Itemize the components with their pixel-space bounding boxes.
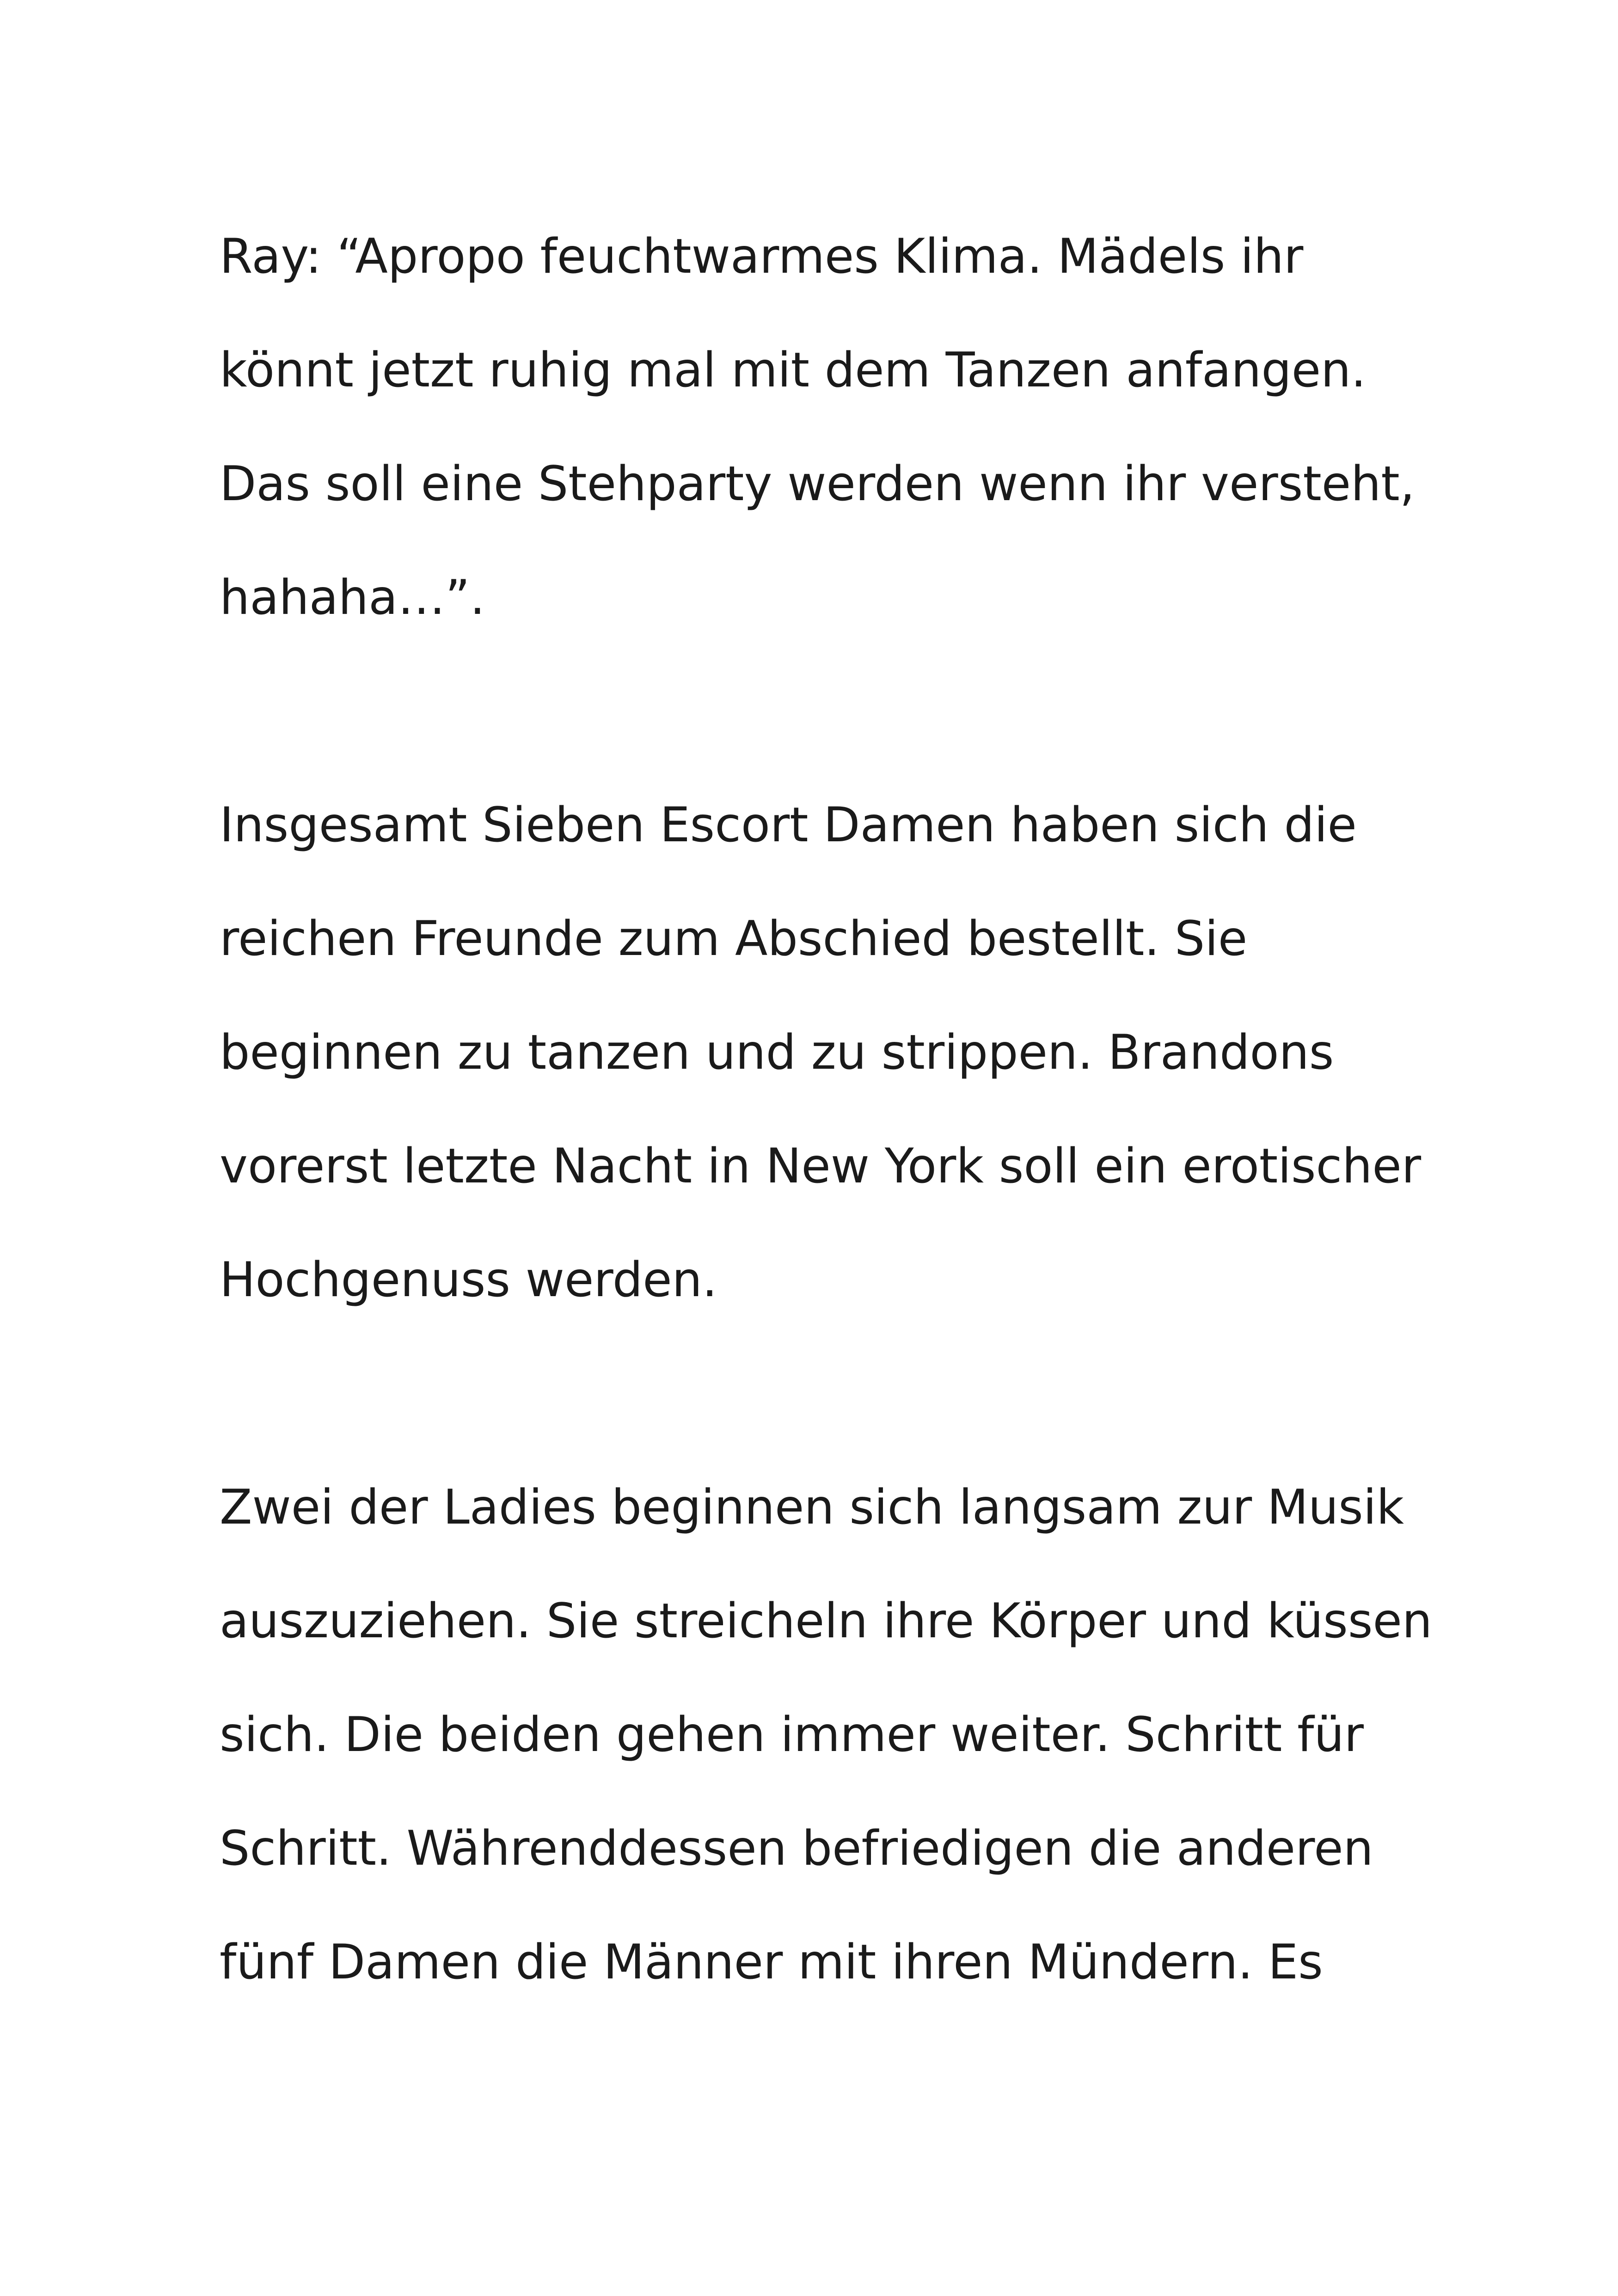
text-line: auszuziehen. Sie streicheln ihre Körper und küssen xyxy=(220,1593,1433,1649)
text-line: vorerst letzte Nacht in New York soll ein erotischer xyxy=(220,1139,1422,1194)
text-line: könnt jetzt ruhig mal mit dem Tanzen anfangen. xyxy=(220,343,1367,398)
text-line: Das soll eine Stehparty werden wenn ihr versteht, xyxy=(220,456,1415,512)
text-line: Ray: “Apropo feuchtwarmes Klima. Mädels ihr xyxy=(220,229,1304,284)
paragraph-3 xyxy=(220,1473,1433,2041)
text-line: Insgesamt Sieben Escort Damen haben sich die xyxy=(220,797,1357,853)
text-line: Zwei der Ladies beginnen sich langsam zur Musik xyxy=(220,1480,1404,1535)
body-text xyxy=(220,222,1433,2041)
text-line: fünf Damen die Männer mit ihren Mündern. Es xyxy=(220,1935,1323,1990)
text-line: Schritt. Währenddessen befriedigen die anderen xyxy=(220,1821,1373,1876)
text-line: hahaha…”. xyxy=(220,570,485,625)
paragraph-1 xyxy=(220,222,1422,677)
text-line: sich. Die beiden gehen immer weiter. Schritt für xyxy=(220,1707,1364,1763)
paragraph-gap xyxy=(220,1359,1422,1473)
text-line: reichen Freunde zum Abschied bestellt. Sie xyxy=(220,911,1248,967)
paragraph-gap xyxy=(220,677,1422,790)
text-line: beginnen zu tanzen und zu strippen. Brandons xyxy=(220,1025,1334,1080)
paragraph-2 xyxy=(220,790,1422,1359)
text-line: Hochgenuss werden. xyxy=(220,1252,717,1308)
